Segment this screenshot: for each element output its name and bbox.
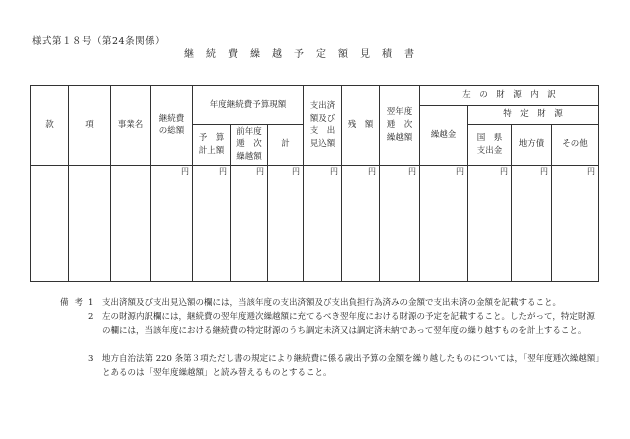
col-budget-yosan <box>193 125 231 165</box>
col-zangaku: 残 額 <box>342 86 380 166</box>
cell-yosan-unit[interactable]: 円 <box>193 165 231 281</box>
cell-chihousai-unit[interactable]: 円 <box>512 165 552 281</box>
col-kan: 款 <box>31 86 69 166</box>
col-kokken-line2: 支出金 <box>476 145 503 156</box>
cell-kokken-unit[interactable]: 円 <box>468 165 512 281</box>
col-yokunen-line2: 逓 次 <box>386 119 413 130</box>
cell-total-unit[interactable]: 円 <box>151 165 193 281</box>
col-total-line2: の総額 <box>158 126 185 137</box>
col-budget-zen-line2: 逓 次 <box>236 139 262 150</box>
notes-heading: 備考 <box>60 298 90 308</box>
cell-kan[interactable] <box>31 165 69 281</box>
cell-kou[interactable] <box>69 165 111 281</box>
note-text: 左の財源内訳欄には，継続費の翌年度逓次繰越額に充てるべき翌年度における財源の予定を記載すること。したがって，特定財源の欄には，当該年度における継続費の特定財源のうち調定未済又は調定済未納であって翌年度の繰り越すものを計上すること。 <box>102 312 595 336</box>
grp-tokutei: 特 定 財 源 <box>468 105 599 125</box>
col-sonota: その他 <box>552 125 599 165</box>
col-chihousai: 地方債 <box>512 125 552 165</box>
note-item-1 <box>88 296 600 310</box>
col-kokken <box>468 125 512 165</box>
col-shishutsu-line1: 支出済 <box>309 100 336 111</box>
cell-jigyou[interactable] <box>111 165 151 281</box>
table-row <box>31 165 599 281</box>
col-kou: 項 <box>69 86 111 166</box>
cell-zangaku-unit[interactable]: 円 <box>342 165 380 281</box>
col-budget-yosan-line1: 予 算 <box>198 133 225 144</box>
grp-budget: 年度継続費予算現額 <box>193 86 304 125</box>
col-budget-zen-line1: 前年度 <box>236 126 262 137</box>
col-yokunen <box>380 86 420 166</box>
note-number: 3 <box>88 354 94 364</box>
note-number: 1 <box>88 298 94 308</box>
cell-zen-unit[interactable]: 円 <box>231 165 268 281</box>
col-kurikoshi: 繰越金 <box>420 105 468 165</box>
grp-zaigen: 左 の 財 源 内 訳 <box>420 86 599 106</box>
col-shishutsu-line2: 額及び <box>309 113 336 124</box>
note-number: 2 <box>88 312 94 322</box>
col-budget-kei: 計 <box>268 125 304 165</box>
cell-kurikoshi-unit[interactable]: 円 <box>420 165 468 281</box>
note-text: 支出済額及び支出見込額の欄には，当該年度の支出済額及び支出負担行為済みの金額で支出未済の金額を記載すること。 <box>102 298 562 308</box>
col-total <box>151 86 193 166</box>
estimate-table <box>30 85 599 282</box>
cell-kei-unit[interactable]: 円 <box>268 165 304 281</box>
col-jigyou: 事業名 <box>111 86 151 166</box>
col-shishutsu-line3: 支 出 <box>309 126 336 137</box>
note-item-3 <box>88 352 600 380</box>
col-budget-yosan-line2: 計上額 <box>198 145 225 156</box>
col-yokunen-line1: 翌年度 <box>386 107 413 118</box>
col-yokunen-line3: 繰越額 <box>386 132 413 143</box>
col-total-line1: 継続費 <box>158 113 185 124</box>
form-number: 様式第１８号（第24条関係） <box>32 36 166 47</box>
cell-sonota-unit[interactable]: 円 <box>552 165 599 281</box>
col-kokken-line1: 国 県 <box>476 133 503 144</box>
cell-yokunen-unit[interactable]: 円 <box>380 165 420 281</box>
note-text: 地方自治法第 220 条第３項ただし書の規定により継続費に係る歳出予算の金額を繰り越したものについては，「翌年度逓次繰越額」とあるのは「翌年度繰越額」と読み替えるものとすること。 <box>102 354 600 378</box>
cell-shishutsu-unit[interactable]: 円 <box>304 165 342 281</box>
col-budget-zen <box>231 125 268 165</box>
col-shishutsu <box>304 86 342 166</box>
col-budget-zen-line3: 繰越額 <box>236 152 262 163</box>
col-shishutsu-line4: 見込額 <box>309 139 336 150</box>
document-title: 継続費繰越予定額見積書 <box>184 49 426 60</box>
note-item-2 <box>88 310 600 338</box>
